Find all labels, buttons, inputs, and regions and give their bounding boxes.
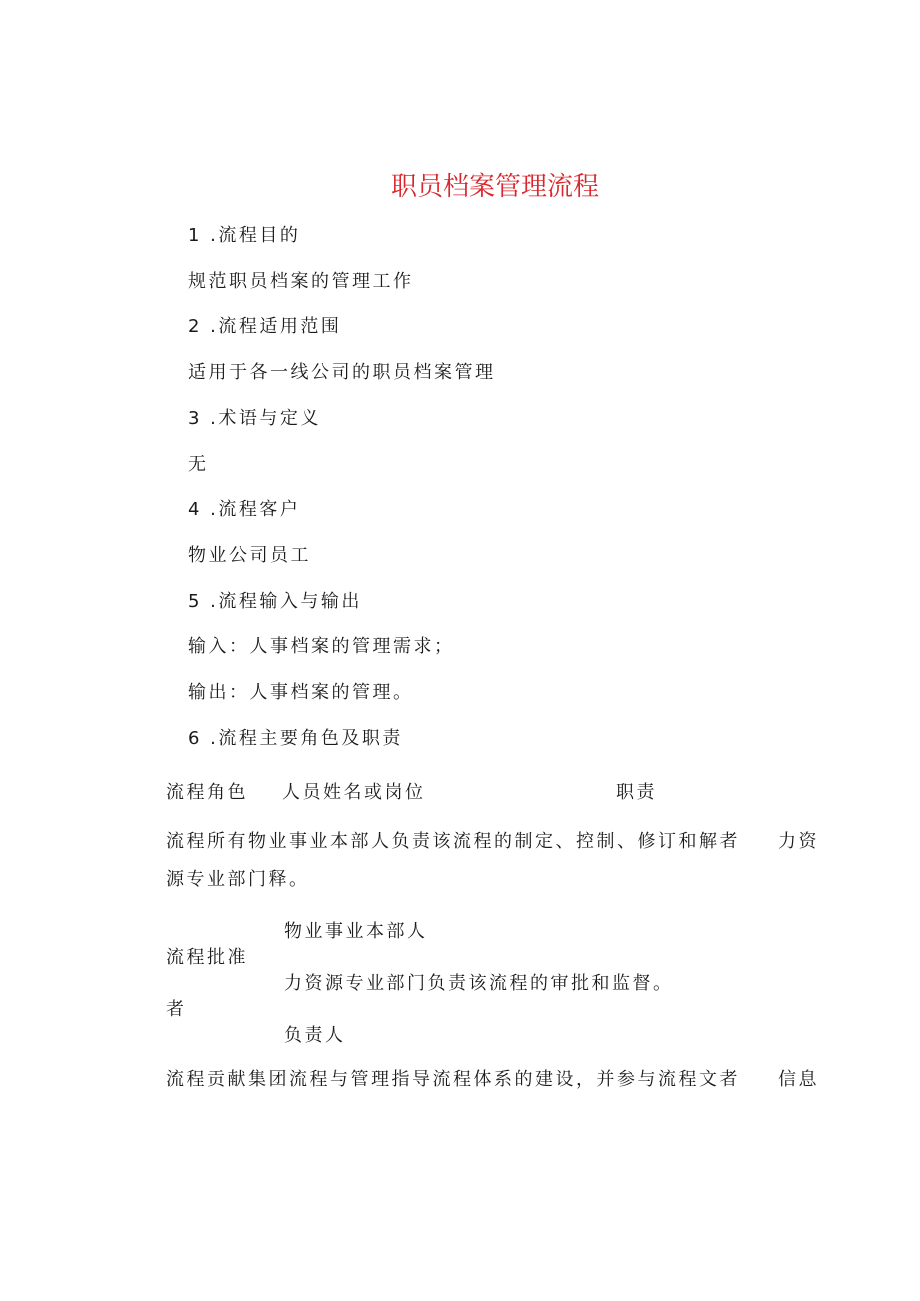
table-row3-line1: 流程贡献集团流程与管理指导流程体系的建设，并参与流程文者 xyxy=(166,1069,740,1090)
section-body-5-output: 输出：人事档案的管理。 xyxy=(188,682,414,703)
table-header-person: 人员姓名或岗位 xyxy=(282,782,426,803)
section-body-4: 物业公司员工 xyxy=(188,545,311,566)
table-row2-person-line2: 力资源专业部门负责该流程的审批和监督。 xyxy=(284,973,674,994)
section-heading-2: 2 .流程适用范围 xyxy=(188,316,342,337)
document-title: 职员档案管理流程 xyxy=(390,172,599,202)
section-heading-3: 3 .术语与定义 xyxy=(188,408,321,429)
table-row3-line1-tail: 信息 xyxy=(778,1069,819,1090)
section-heading-4: 4 .流程客户 xyxy=(188,499,301,520)
section-body-1: 规范职员档案的管理工作 xyxy=(188,271,414,292)
section-heading-5: 5 .流程输入与输出 xyxy=(188,591,362,612)
table-header-duty: 职责 xyxy=(616,782,657,803)
section-heading-6: 6 .流程主要角色及职责 xyxy=(188,728,403,749)
table-header-role: 流程角色 xyxy=(166,782,248,803)
section-body-5-input: 输入：人事档案的管理需求； xyxy=(188,636,455,657)
section-body-3: 无 xyxy=(188,454,209,475)
table-row2-role-part1: 流程批准 xyxy=(166,947,248,968)
table-row2-person-line1: 物业事业本部人 xyxy=(284,921,428,942)
table-row1-line1-tail: 力资 xyxy=(778,831,819,852)
table-row1-line2: 源专业部门释。 xyxy=(166,869,310,890)
table-row2-role-part2: 者 xyxy=(166,999,187,1020)
section-body-2: 适用于各一线公司的职员档案管理 xyxy=(188,362,496,383)
table-row2-person-line3: 负责人 xyxy=(284,1025,346,1046)
table-row1-line1: 流程所有物业事业本部人负责该流程的制定、控制、修订和解者 xyxy=(166,831,740,852)
section-heading-1: 1 .流程目的 xyxy=(188,225,301,246)
